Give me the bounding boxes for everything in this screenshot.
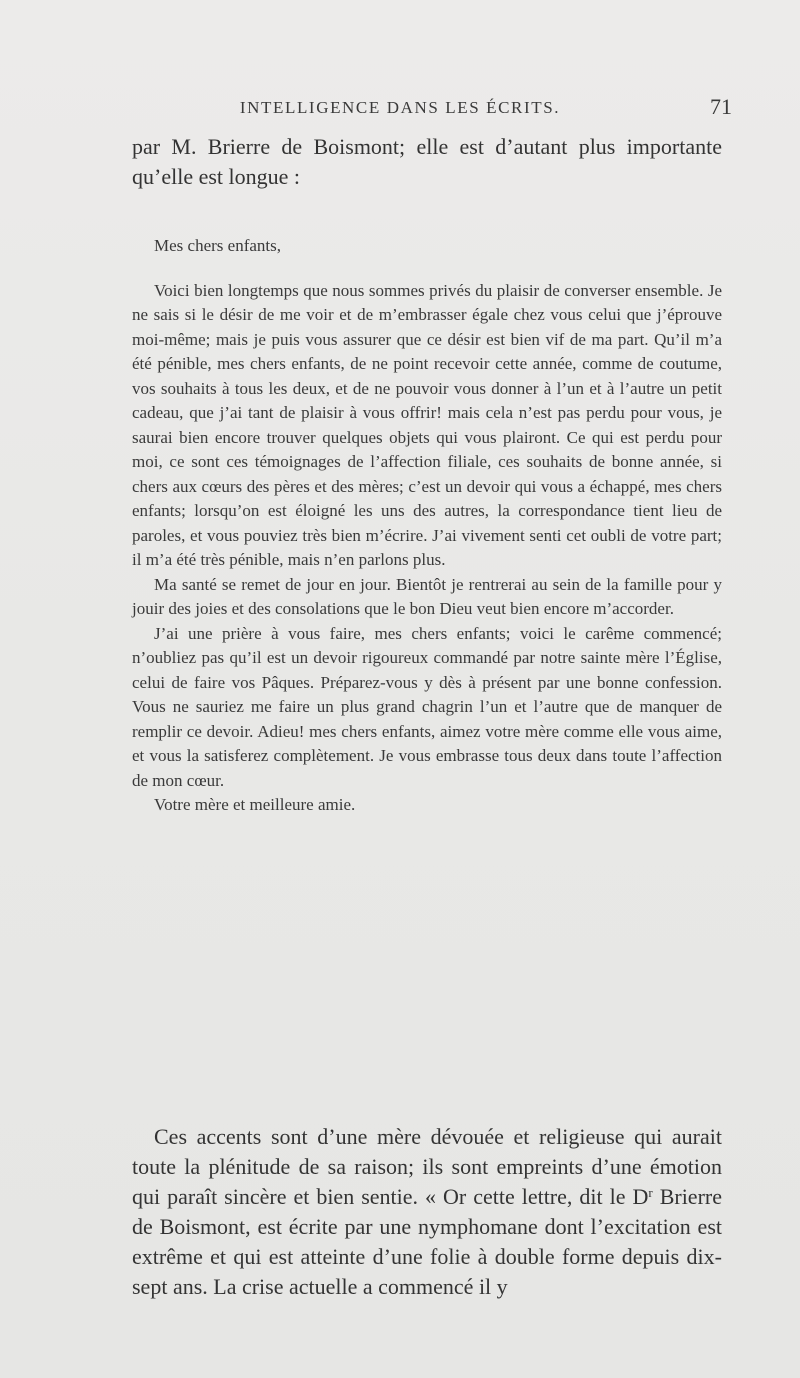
letter-salutation: Mes chers enfants, [154,236,281,255]
letter-paragraph: Voici bien longtemps que nous sommes privés du plaisir de converser ensemble. Je ne sais si le désir de me voir et de m’embrasser égale chez vous celui que j’éprouve moi-même; mais je puis vous assurer que ce désir est bien vif de ma part. Qu’il m’a été pénible, mes chers enfants, de ne point recevoir cette année, comme de coutume, vos souhaits à tous les deux, et de ne pouvoir vous donner à l’un et à l’autre un petit cadeau, que j’ai tant de plaisir à vous offrir! mais cela n’est pas perdu pour vous, je saurai bien encore trouver quelques objets qui vous plairont. Ce qui est perdu pour moi, ce sont ces témoignages de l’affection filiale, ces souhaits de bonne année, si chers aux cœurs des pères et des mères; c’est un devoir qui vous a échappé, mes chers enfants; lorsqu’on est éloigné les uns des autres, la correspondance tient lieu de paroles, et vous pouviez très bien m’écrire. J’ai vivement senti cet oubli de votre part; il m’a été très pénible, mais n’en parlons plus. [132,280,722,569]
letter-paragraph: J’ai une prière à vous faire, mes chers enfants; voici le carême commencé; n’oubliez pas qu’il est un devoir rigoureux commandé par notre sainte mère l’Église, celui de faire vos Pâques. Préparez-vous y dès à présent par une bonne confession. Vous ne sauriez me faire un plus grand chagrin l’un et l’autre que de manquer de remplir ce devoir. Adieu! mes chers enfants, aimez votre mère comme elle vous aime, et vous la satisferez complètement. Je vous embrasse tous deux dans toute l’affection de mon cœur. [132,623,722,790]
running-title: INTELLIGENCE DANS LES ÉCRITS. [239,98,561,117]
page-number: 71 [710,94,732,119]
superscript-r: r [648,1185,653,1200]
closing-paragraph [132,1122,722,1302]
letter-paragraph: Ma santé se remet de jour en jour. Bientôt je rentrerai au sein de la famille pour y jouir des joies et des consolations que le bon Dieu veut bien encore m’accorder. [132,574,722,618]
intro-paragraph: par M. Brierre de Boismont; elle est d’autant plus importante qu’elle est longue : [132,134,722,189]
running-head [0,94,800,122]
closing-text-end: Brierre de Boismont, est écrite par une nymphomane dont l’excitation est extrême et qui est atteinte d’une folie à double forme depuis dix-sept ans. La crise actuelle a commencé il y [132,1184,722,1299]
quoted-letter [132,234,722,818]
closing-text-start: Ces accents sont d’une mère dévouée et religieuse qui aurait toute la plénitude de sa raison; ils sont empreints d’une émotion qui paraît sincère et bien sentie. « Or cette lettre, dit le D [132,1124,722,1209]
letter-signature: Votre mère et meilleure amie. [154,795,356,814]
